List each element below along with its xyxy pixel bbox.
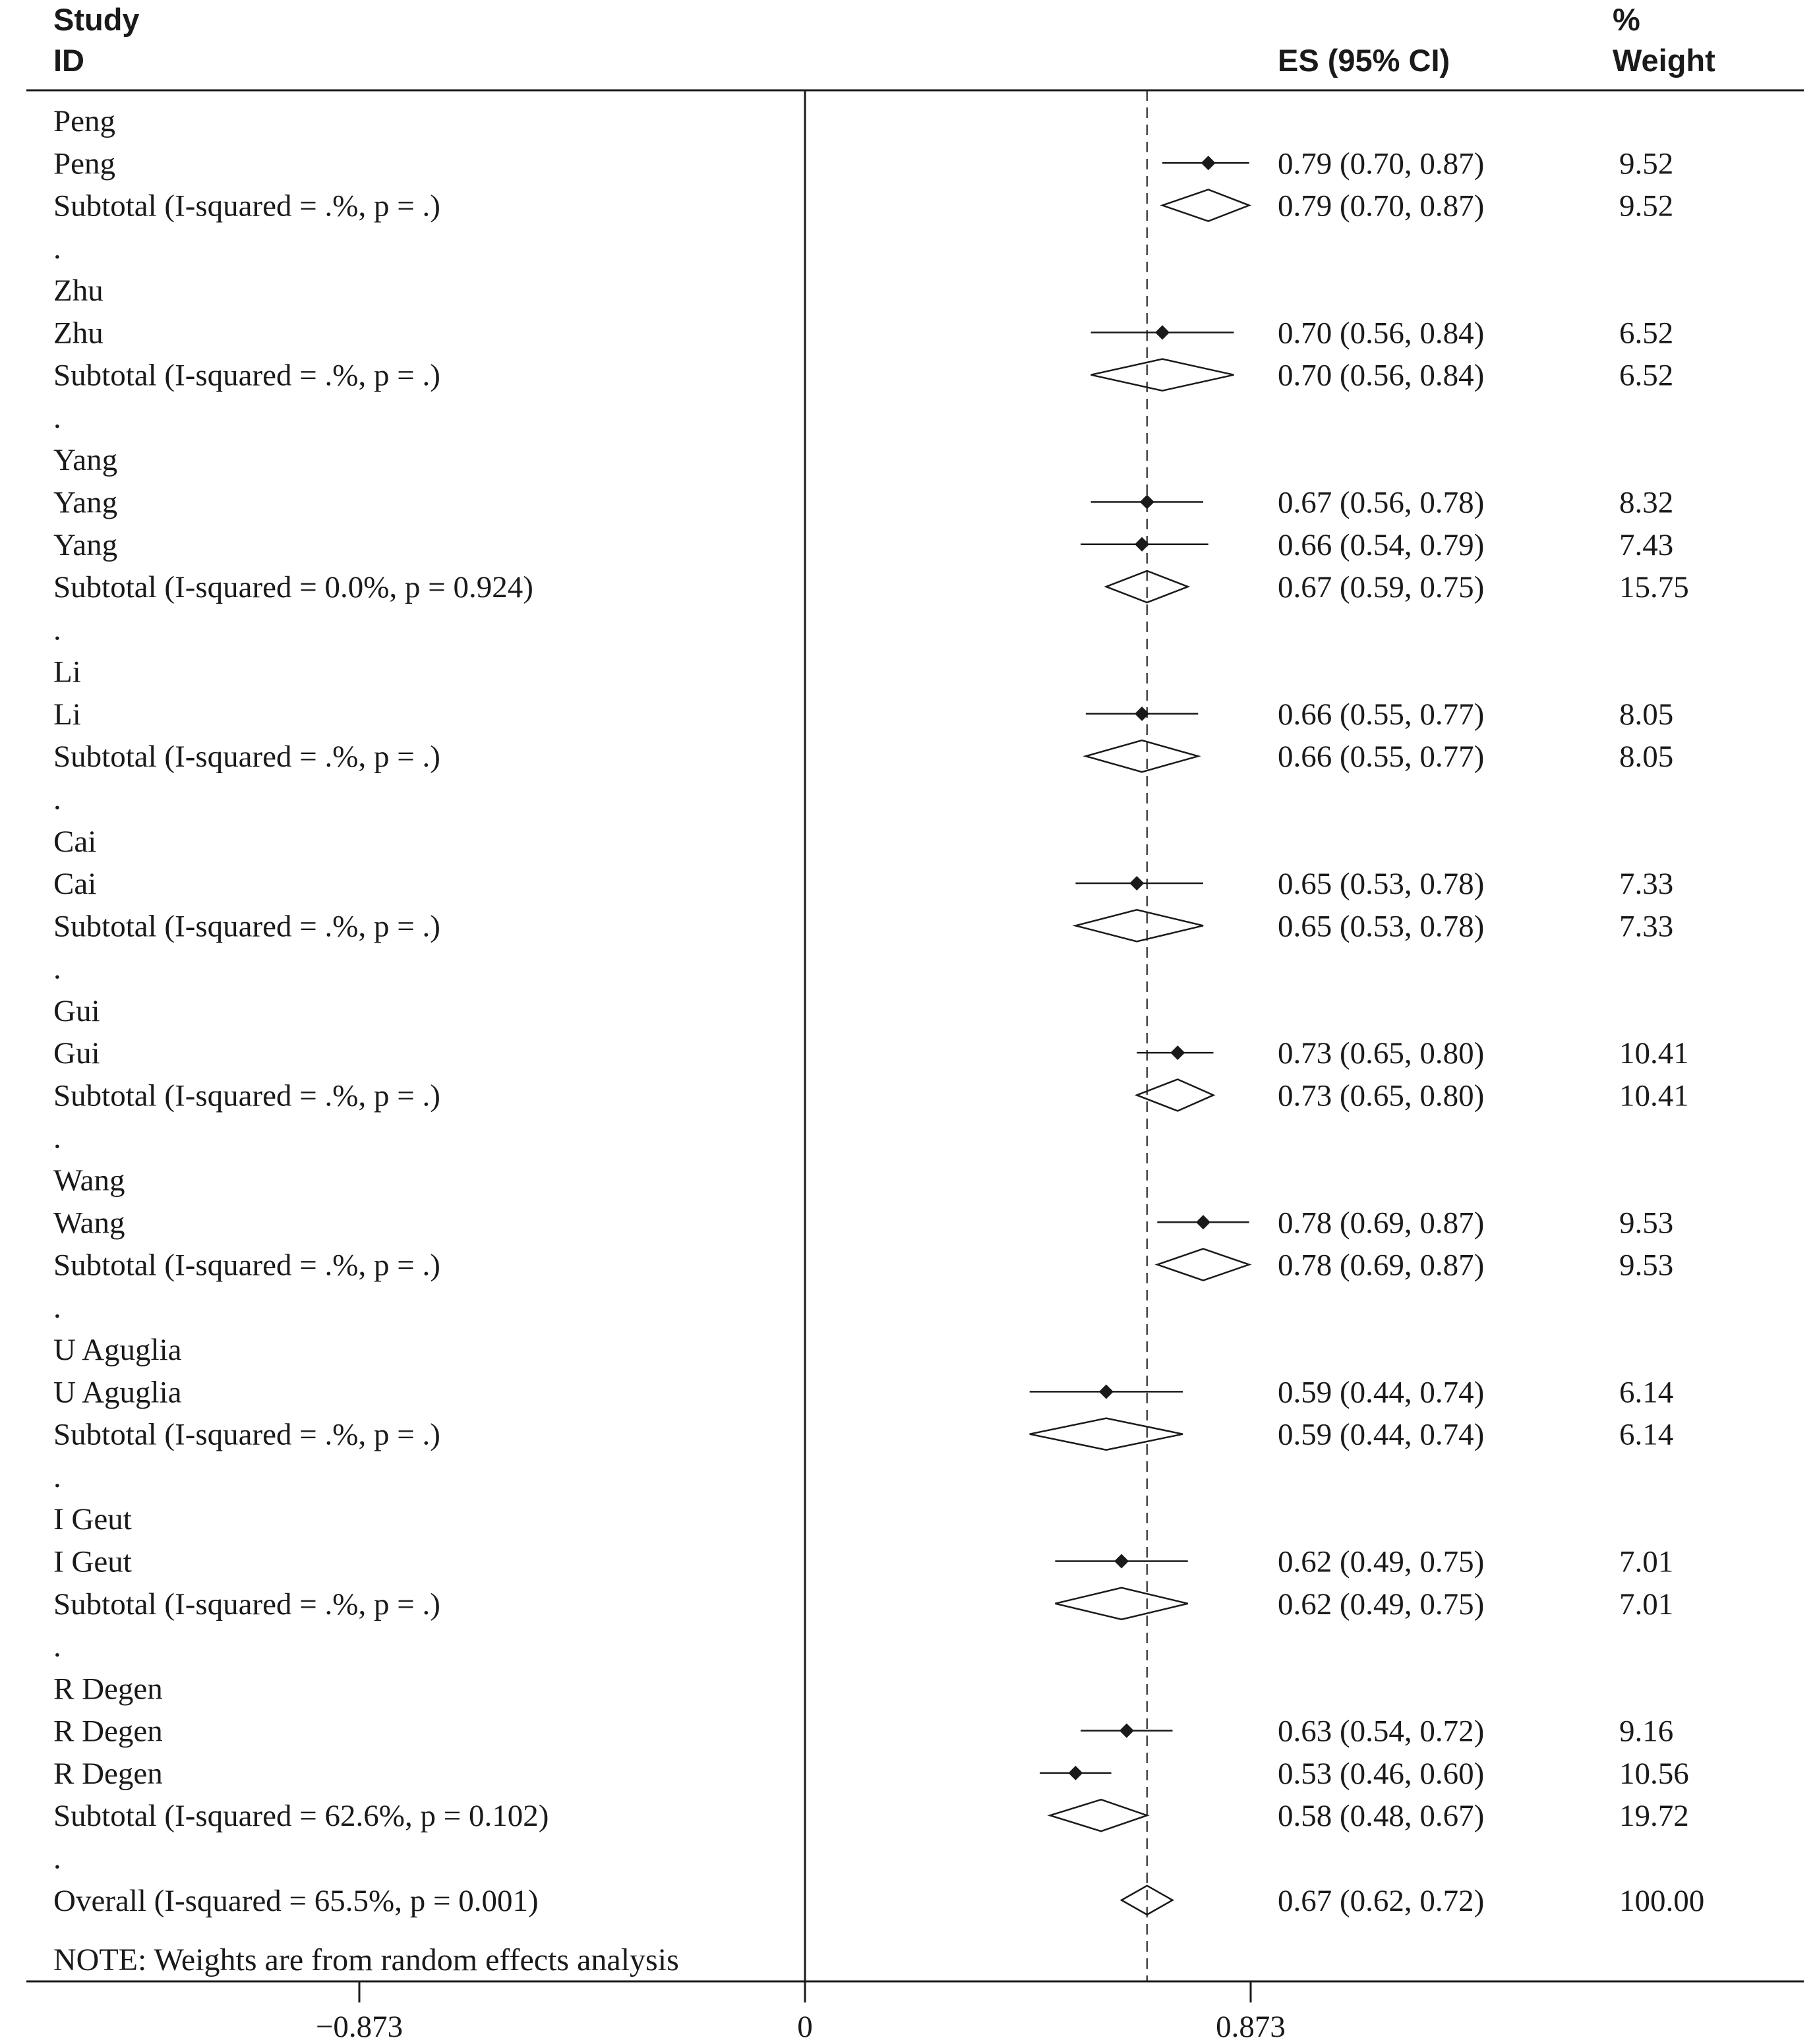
weight-value: 10.41	[1619, 1078, 1689, 1113]
row-label-sep: .	[53, 231, 61, 266]
row-label-subtotal: Subtotal (I-squared = .%, p = .)	[53, 909, 440, 944]
row-label-study: Wang	[53, 1206, 125, 1241]
row-label-group: R Degen	[53, 1672, 163, 1707]
es-ci-value: 0.70 (0.56, 0.84)	[1278, 358, 1485, 393]
weight-value: 9.52	[1619, 146, 1674, 181]
weight-value: 6.52	[1619, 358, 1674, 393]
point-estimate	[1119, 1724, 1134, 1738]
row-label-sep: .	[53, 1459, 61, 1494]
row-label-sep: .	[53, 1121, 61, 1155]
row-label-group: Li	[53, 655, 81, 689]
es-ci-value: 0.79 (0.70, 0.87)	[1278, 146, 1485, 181]
es-ci-value: 0.73 (0.65, 0.80)	[1278, 1036, 1485, 1071]
es-ci-value: 0.66 (0.55, 0.77)	[1278, 740, 1485, 774]
point-estimate	[1114, 1554, 1129, 1569]
row-label-study: R Degen	[53, 1756, 163, 1791]
es-ci-value: 0.53 (0.46, 0.60)	[1278, 1756, 1485, 1791]
row-label-subtotal: Subtotal (I-squared = 0.0%, p = 0.924)	[53, 570, 533, 605]
point-estimate	[1201, 156, 1216, 170]
weight-value: 9.52	[1619, 189, 1674, 223]
header-weight-percent: %	[1613, 2, 1640, 37]
x-tick-label: 0	[797, 2010, 813, 2044]
row-label-overall: Overall (I-squared = 65.5%, p = 0.001)	[53, 1883, 539, 1918]
row-label-sep: .	[53, 782, 61, 817]
row-label-sep: .	[53, 1841, 61, 1876]
subtotal-diamond	[1086, 740, 1198, 772]
subtotal-diamond	[1137, 1079, 1213, 1111]
weight-value: 10.56	[1619, 1756, 1689, 1791]
es-ci-value: 0.65 (0.53, 0.78)	[1278, 909, 1485, 944]
row-label-subtotal: Subtotal (I-squared = .%, p = .)	[53, 1078, 440, 1113]
es-ci-value: 0.73 (0.65, 0.80)	[1278, 1078, 1485, 1113]
row-label-group: Peng	[53, 104, 115, 138]
x-axis	[316, 1981, 1286, 2044]
row-label-sep: .	[53, 1290, 61, 1325]
es-ci-value: 0.79 (0.70, 0.87)	[1278, 189, 1485, 223]
header-id: ID	[53, 43, 84, 78]
row-label-group: Wang	[53, 1163, 125, 1198]
row-label-sep: .	[53, 612, 61, 647]
es-ci-value: 0.59 (0.44, 0.74)	[1278, 1417, 1485, 1452]
header-es: ES (95% CI)	[1278, 43, 1450, 78]
row-label-group: Zhu	[53, 274, 104, 308]
row-label-study: Zhu	[53, 316, 104, 351]
row-label-subtotal: Subtotal (I-squared = .%, p = .)	[53, 1587, 440, 1621]
subtotal-diamond	[1091, 359, 1234, 391]
point-estimate	[1129, 876, 1144, 891]
row-label-sep: .	[53, 1629, 61, 1664]
row-label-subtotal: Subtotal (I-squared = .%, p = .)	[53, 740, 440, 774]
row-label-study: Yang	[53, 527, 118, 562]
row-label-study: Peng	[53, 146, 115, 181]
row-label-study: Gui	[53, 1036, 100, 1071]
header-weight: Weight	[1613, 43, 1715, 78]
row-label-group: Yang	[53, 443, 118, 478]
es-ci-value: 0.78 (0.69, 0.87)	[1278, 1248, 1485, 1283]
es-ci-value: 0.65 (0.53, 0.78)	[1278, 867, 1485, 902]
point-estimate	[1099, 1384, 1114, 1399]
x-tick-label: −0.873	[315, 2010, 403, 2044]
row-label-sep: .	[53, 951, 61, 986]
row-label-study: Cai	[53, 867, 97, 902]
weight-value: 9.16	[1619, 1714, 1674, 1749]
row-label-study: U Aguglia	[53, 1375, 182, 1410]
forest-rows	[53, 104, 1704, 1918]
point-estimate	[1155, 325, 1170, 339]
subtotal-diamond	[1055, 1588, 1187, 1620]
weight-value: 7.01	[1619, 1587, 1674, 1621]
weight-value: 15.75	[1619, 570, 1689, 605]
row-label-subtotal: Subtotal (I-squared = .%, p = .)	[53, 1248, 440, 1283]
weight-value: 8.05	[1619, 740, 1674, 774]
es-ci-value: 0.66 (0.54, 0.79)	[1278, 527, 1485, 562]
weight-value: 7.01	[1619, 1544, 1674, 1579]
es-ci-value: 0.62 (0.49, 0.75)	[1278, 1544, 1485, 1579]
weight-value: 6.14	[1619, 1417, 1674, 1452]
header-study: Study	[53, 2, 140, 37]
row-label-sep: .	[53, 400, 61, 435]
row-label-subtotal: Subtotal (I-squared = 62.6%, p = 0.102)	[53, 1799, 549, 1834]
row-label-subtotal: Subtotal (I-squared = .%, p = .)	[53, 358, 440, 393]
point-estimate	[1140, 495, 1154, 510]
es-ci-value: 0.63 (0.54, 0.72)	[1278, 1714, 1485, 1749]
es-ci-value: 0.62 (0.49, 0.75)	[1278, 1587, 1485, 1621]
weight-value: 9.53	[1619, 1248, 1674, 1283]
es-ci-value: 0.59 (0.44, 0.74)	[1278, 1375, 1485, 1410]
row-label-subtotal: Subtotal (I-squared = .%, p = .)	[53, 189, 440, 223]
row-label-study: R Degen	[53, 1714, 163, 1749]
row-label-group: U Aguglia	[53, 1333, 182, 1368]
point-estimate	[1170, 1045, 1185, 1060]
weight-value: 9.53	[1619, 1206, 1674, 1241]
es-ci-value: 0.78 (0.69, 0.87)	[1278, 1206, 1485, 1241]
row-label-group: Gui	[53, 993, 100, 1028]
es-ci-value: 0.58 (0.48, 0.67)	[1278, 1799, 1485, 1834]
x-tick-label: 0.873	[1216, 2010, 1286, 2044]
weight-value: 7.43	[1619, 527, 1674, 562]
weight-value: 19.72	[1619, 1799, 1689, 1834]
weight-value: 7.33	[1619, 909, 1674, 944]
es-ci-value: 0.67 (0.56, 0.78)	[1278, 485, 1485, 520]
subtotal-diamond	[1162, 190, 1249, 221]
row-label-study: Li	[53, 697, 81, 732]
row-label-group: I Geut	[53, 1502, 132, 1537]
weight-value: 6.52	[1619, 316, 1674, 351]
weight-value: 8.32	[1619, 485, 1674, 520]
weight-value: 8.05	[1619, 697, 1674, 732]
weight-value: 100.00	[1619, 1883, 1705, 1918]
subtotal-diamond	[1030, 1418, 1183, 1450]
weight-value: 10.41	[1619, 1036, 1689, 1071]
es-ci-value: 0.66 (0.55, 0.77)	[1278, 697, 1485, 732]
row-label-study: Yang	[53, 485, 118, 520]
subtotal-diamond	[1050, 1799, 1147, 1831]
row-label-group: Cai	[53, 824, 97, 859]
row-label-study: I Geut	[53, 1544, 132, 1579]
es-ci-value: 0.67 (0.62, 0.72)	[1278, 1883, 1485, 1918]
weight-value: 6.14	[1619, 1375, 1674, 1410]
point-estimate	[1068, 1766, 1083, 1780]
point-estimate	[1196, 1215, 1210, 1229]
es-ci-value: 0.67 (0.59, 0.75)	[1278, 570, 1485, 605]
weights-note: NOTE: Weights are from random effects analysis	[53, 1942, 679, 1977]
subtotal-diamond	[1075, 910, 1203, 941]
subtotal-diamond	[1157, 1249, 1249, 1281]
row-label-subtotal: Subtotal (I-squared = .%, p = .)	[53, 1417, 440, 1452]
weight-value: 7.33	[1619, 867, 1674, 902]
es-ci-value: 0.70 (0.56, 0.84)	[1278, 316, 1485, 351]
